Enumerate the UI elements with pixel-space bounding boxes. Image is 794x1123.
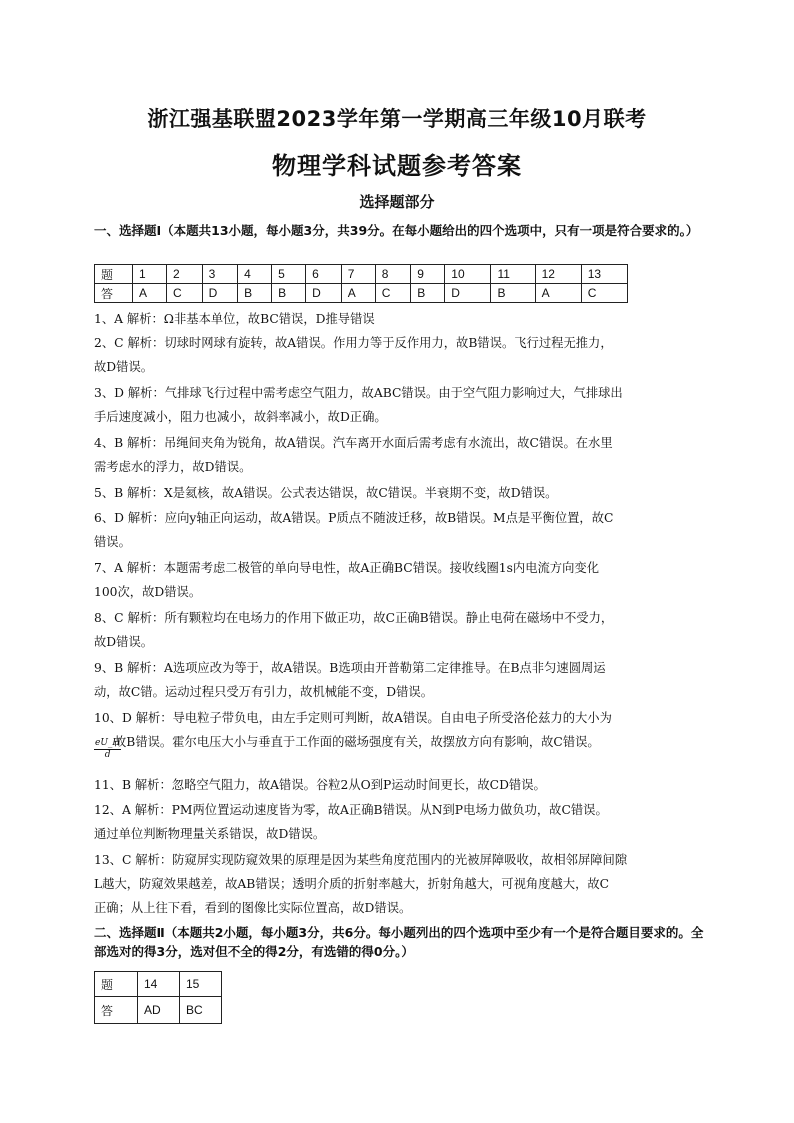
explanation-line: 12、A 解析：PM两位置运动速度皆为零，故A正确B错误。从N到P电场力做负功，故C错误。	[94, 803, 608, 817]
explanation-line: 7、A 解析：本题需考虑二极管的单向导电性，故A正确BC错误。接收线圈1s内电流方向变化	[94, 561, 599, 575]
table-cell: B	[491, 284, 535, 303]
table-cell: 9	[411, 265, 445, 284]
explanation-line: 10、D 解析：导电粒子带负电，由左手定则可判断，故A错误。自由电子所受洛伦兹力的大小为	[94, 711, 612, 725]
table-cell: C	[167, 284, 203, 303]
table-cell: B	[238, 284, 272, 303]
section2-heading: 二、选择题Ⅱ（本题共2小题，每小题3分，共6分。每小题列出的四个选项中至少有一个是符合题目要求的。全部选对的得3分，选对但不全的得2分，有选错的得0分。）	[94, 925, 704, 959]
explanation-line: L越大，防窥效果越差，故AB错误；透明介质的折射率越大，折射角越大，可视角度越大，故C	[94, 877, 610, 891]
table-cell: 11	[491, 265, 535, 284]
explanation-line: 动，故C错。运动过程只受万有引力，故机械能不变，D错误。	[94, 685, 433, 699]
table-cell: 8	[375, 265, 411, 284]
table-cell: BC	[180, 997, 222, 1024]
table-cell: 12	[535, 265, 581, 284]
explanation-line: 9、B 解析：A选项应改为等于，故A错误。B选项由开普勒第二定律推导。在B点非匀速圆周运	[94, 661, 606, 675]
explanation-line: 故D错误。	[94, 360, 154, 374]
table-cell: AD	[138, 997, 180, 1024]
table-question-row	[95, 265, 628, 284]
table-cell: C	[375, 284, 411, 303]
explanation-5	[94, 481, 706, 505]
section2-answer-table	[94, 971, 222, 1024]
row-label-answer: 答	[95, 997, 138, 1024]
explanation-12	[94, 798, 706, 846]
table-cell: 3	[202, 265, 238, 284]
section1-heading: 一、选择题Ⅰ（本题共13小题，每小题3分，共39分。在每小题给出的四个选项中，只有一项是符合要求的。）	[94, 223, 699, 238]
explanation-4	[94, 431, 706, 479]
table-cell: D	[202, 284, 238, 303]
explanation-3	[94, 381, 706, 429]
table-cell: A	[535, 284, 581, 303]
row-label-answer: 答	[95, 284, 133, 303]
table-cell: 15	[180, 972, 222, 997]
table-cell: 7	[341, 265, 375, 284]
table-cell: B	[272, 284, 306, 303]
table-cell: 6	[306, 265, 342, 284]
explanation-line: 6、D 解析：应向y轴正向运动，故A错误。P质点不随波迁移，故B错误。M点是平衡位置，故C	[94, 511, 614, 525]
table-answer-row	[95, 284, 628, 303]
explanation-line: 4、B 解析：吊绳间夹角为锐角，故A错误。汽车离开水面后需考虑有水流出，故C错误。在水里	[94, 436, 613, 450]
table-cell: A	[341, 284, 375, 303]
section1-answer-table	[94, 264, 628, 303]
explanation-8	[94, 606, 706, 654]
row-label-question: 题	[95, 972, 138, 997]
table-cell: B	[411, 284, 445, 303]
document-title: 浙江强基联盟2023学年第一学期高三年级10月联考	[147, 107, 647, 131]
explanation-line: 故B错误。霍尔电压大小与垂直于工作面的磁场强度有关，故摆放方向有影响，故C错误。	[114, 735, 600, 749]
explanation-1	[94, 307, 706, 331]
table-cell: 5	[272, 265, 306, 284]
explanation-2	[94, 331, 706, 379]
table-cell: A	[133, 284, 167, 303]
table-cell: 14	[138, 972, 180, 997]
hall-fraction	[94, 738, 121, 761]
explanation-10	[94, 706, 706, 754]
explanation-line: 3、D 解析：气排球飞行过程中需考虑空气阻力，故ABC错误。由于空气阻力影响过大，气排球出	[94, 386, 623, 400]
table-cell: 2	[167, 265, 203, 284]
explanation-line: 故D错误。	[94, 635, 154, 649]
explanation-11	[94, 773, 706, 797]
table-cell: 1	[133, 265, 167, 284]
explanation-line: 11、B 解析：忽略空气阻力，故A错误。谷粒2从O到P运动时间更长，故CD错误。	[94, 778, 546, 792]
explanation-line: 1、A 解析：Ω非基本单位，故BC错误，D推导错误	[94, 312, 375, 326]
table-cell: 13	[581, 265, 627, 284]
explanation-line: 通过单位判断物理量关系错误，故D错误。	[94, 827, 326, 841]
explanation-13	[94, 848, 706, 920]
explanation-7	[94, 556, 706, 604]
explanation-9	[94, 656, 706, 704]
explanation-line: 5、B 解析：X是氦核，故A错误。公式表达错误，故C错误。半衰期不变，故D错误。	[94, 486, 558, 500]
table-question-row	[95, 972, 222, 997]
explanation-line: 8、C 解析：所有颗粒均在电场力的作用下做正功，故C正确B错误。静止电荷在磁场中不受力，	[94, 611, 614, 625]
explanation-line: 2、C 解析：切球时网球有旋转，故A错误。作用力等于反作用力，故B错误。飞行过程无推力，	[94, 336, 613, 350]
table-cell: C	[581, 284, 627, 303]
table-cell: 10	[445, 265, 491, 284]
table-cell: 4	[238, 265, 272, 284]
explanation-6	[94, 506, 706, 554]
explanation-line: 需考虑水的浮力，故D错误。	[94, 460, 252, 474]
explanation-line: 正确；从上往下看，看到的图像比实际位置高，故D错误。	[94, 901, 412, 915]
explanation-line: 错误。	[94, 535, 131, 549]
explanation-line: 手后速度减小，阻力也减小，故斜率减小，故D正确。	[94, 410, 387, 424]
explanation-line: 100次，故D错误。	[94, 585, 202, 599]
part-title: 选择题部分	[359, 193, 435, 211]
table-cell: D	[306, 284, 342, 303]
row-label-question: 题	[95, 265, 133, 284]
table-answer-row	[95, 997, 222, 1024]
fraction-denominator: d	[104, 750, 111, 760]
table-cell: D	[445, 284, 491, 303]
document-subtitle: 物理学科试题参考答案	[272, 152, 522, 180]
explanation-line: 13、C 解析：防窥屏实现防窥效果的原理是因为某些角度范围内的光被屏障吸收，故相邻屏障间隙	[94, 853, 628, 867]
fraction-numerator: eU_H	[95, 738, 121, 748]
